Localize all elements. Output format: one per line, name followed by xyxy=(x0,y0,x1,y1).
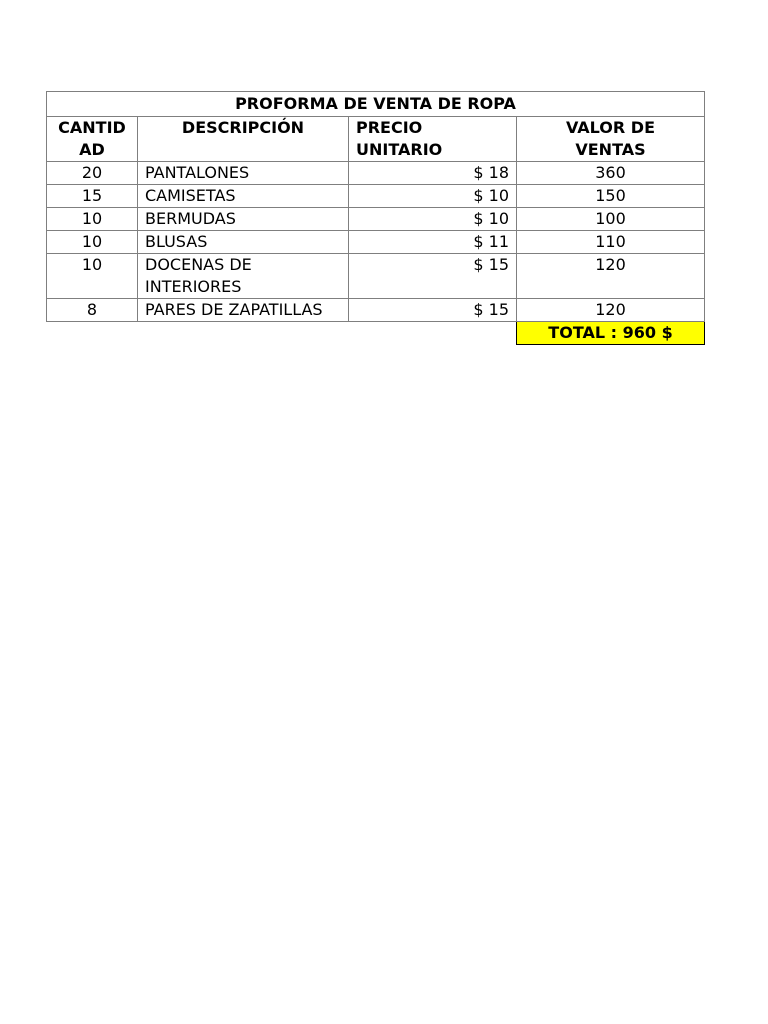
cell-total[interactable]: 110 xyxy=(517,231,705,254)
table-row xyxy=(47,208,705,231)
table-row xyxy=(47,185,705,208)
table-row xyxy=(47,231,705,254)
cell-qty[interactable]: 20 xyxy=(47,162,138,185)
header-qty[interactable]: CANTIDAD xyxy=(47,117,138,162)
table-title[interactable]: PROFORMA DE VENTA DE ROPA xyxy=(47,92,705,117)
header-price[interactable]: PRECIO UNITARIO xyxy=(349,117,517,162)
cell-desc[interactable]: CAMISETAS xyxy=(138,185,349,208)
header-total[interactable]: VALOR DE VENTAS xyxy=(517,117,705,162)
cell-desc[interactable]: DOCENAS DE INTERIORES xyxy=(138,254,349,299)
cell-total[interactable]: 150 xyxy=(517,185,705,208)
grand-total-cell[interactable]: TOTAL : 960 $ xyxy=(517,322,705,345)
empty-cell xyxy=(349,322,517,345)
cell-price[interactable]: $ 15 xyxy=(349,254,517,299)
empty-cell xyxy=(47,322,138,345)
table-row xyxy=(47,299,705,322)
cell-price[interactable]: $ 18 xyxy=(349,162,517,185)
cell-desc[interactable]: BLUSAS xyxy=(138,231,349,254)
table-row xyxy=(47,254,705,299)
cell-qty[interactable]: 8 xyxy=(47,299,138,322)
total-row xyxy=(47,322,705,345)
table-row xyxy=(47,162,705,185)
header-row xyxy=(47,117,705,162)
cell-price[interactable]: $ 11 xyxy=(349,231,517,254)
proforma-table xyxy=(46,91,705,345)
cell-total[interactable]: 120 xyxy=(517,299,705,322)
cell-total[interactable]: 120 xyxy=(517,254,705,299)
cell-qty[interactable]: 15 xyxy=(47,185,138,208)
empty-cell xyxy=(138,322,349,345)
title-row xyxy=(47,92,705,117)
cell-price[interactable]: $ 15 xyxy=(349,299,517,322)
header-desc[interactable]: DESCRIPCIÓN xyxy=(138,117,349,162)
cell-qty[interactable]: 10 xyxy=(47,231,138,254)
cell-price[interactable]: $ 10 xyxy=(349,185,517,208)
spreadsheet-page xyxy=(46,91,705,345)
cell-desc[interactable]: PANTALONES xyxy=(138,162,349,185)
cell-desc[interactable]: PARES DE ZAPATILLAS xyxy=(138,299,349,322)
cell-total[interactable]: 360 xyxy=(517,162,705,185)
cell-desc[interactable]: BERMUDAS xyxy=(138,208,349,231)
cell-qty[interactable]: 10 xyxy=(47,208,138,231)
cell-price[interactable]: $ 10 xyxy=(349,208,517,231)
cell-total[interactable]: 100 xyxy=(517,208,705,231)
cell-qty[interactable]: 10 xyxy=(47,254,138,299)
